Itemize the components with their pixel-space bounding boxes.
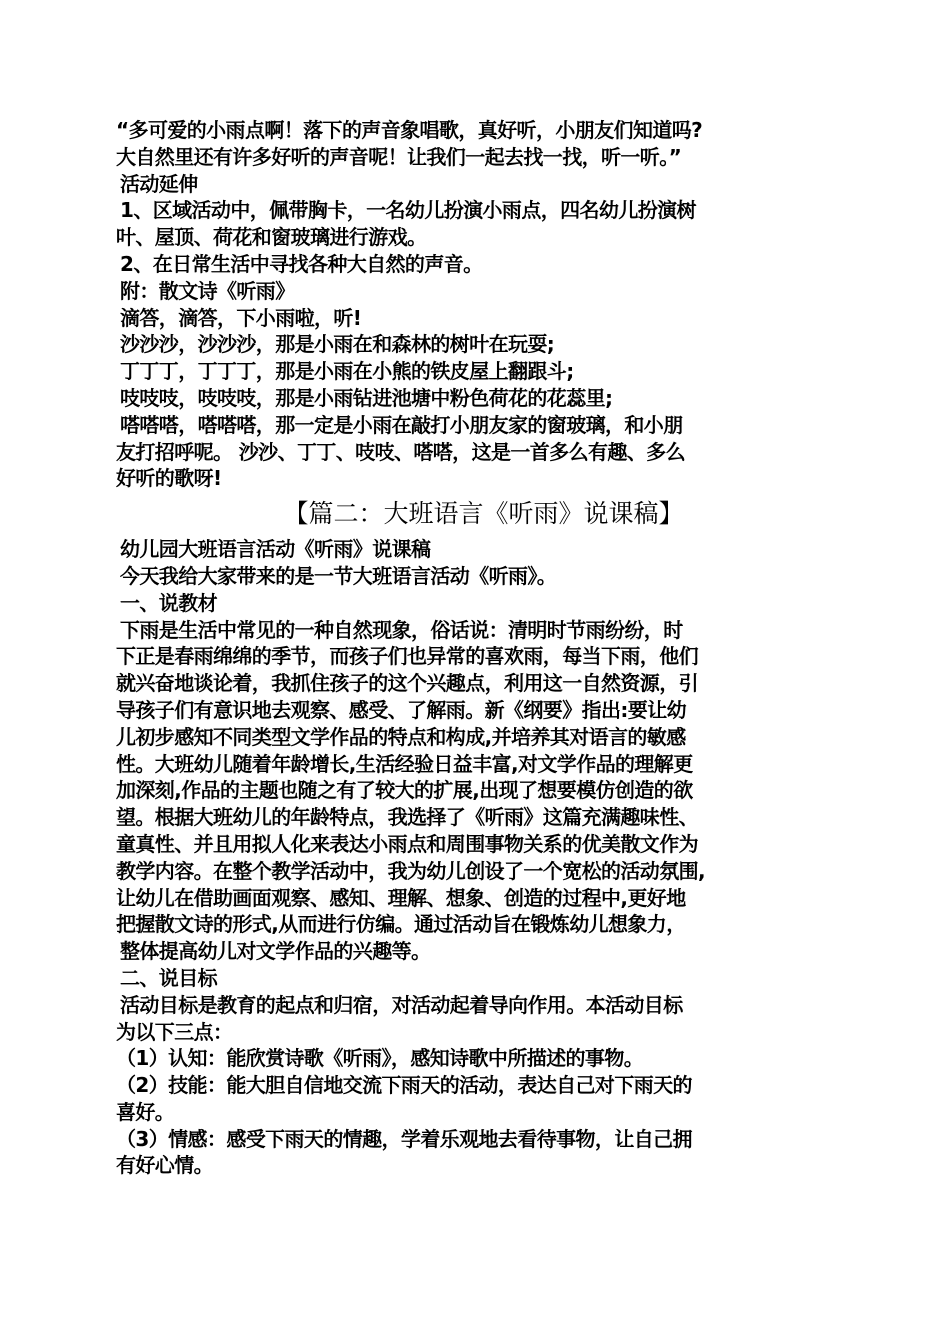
poem-line: 嗒嗒嗒，嗒嗒嗒，那一定是小雨在敲打小朋友家的窗玻璃，和小朋 (120, 412, 683, 437)
part1-line: 让幼儿在借助画面观察、感知、理解、想象、创造的过程中,更好地 (116, 885, 686, 910)
document-title: 幼儿园大班语言活动《听雨》说课稿 (120, 537, 431, 562)
poem-line: 吱吱吱，吱吱吱，那是小雨钻进池塘中粉色荷花的花蕊里; (120, 385, 613, 410)
goal-2-line-1: （2）技能：能大胆自信地交流下雨天的活动，表达自己对下雨天的 (116, 1073, 692, 1098)
part2-intro-line-1: 活动目标是教育的起点和归宿，对活动起着导向作用。本活动目标 (120, 992, 683, 1017)
part1-title: 一、说教材 (120, 590, 217, 615)
appendix-title: 附：散文诗《听雨》 (120, 278, 295, 303)
goal-3-line-2: 有好心情。 (116, 1153, 213, 1178)
part1-line: 下雨是生活中常见的一种自然现象，俗话说：清明时节雨纷纷，时 (120, 617, 683, 642)
part1-line: 把握散文诗的形式,从而进行仿编。通过活动旨在锻炼幼儿想象力， (116, 912, 686, 937)
poem-line: 好听的歌呀! (116, 466, 222, 491)
part1-line: 教学内容。在整个教学活动中，我为幼儿创设了一个宽松的活动氛围, (116, 858, 705, 883)
poem-line: 友打招呼呢。 沙沙、丁丁、吱吱、嗒嗒，这是一首多么有趣、多么 (116, 439, 685, 464)
part1-line: 望。根据大班幼儿的年龄特点，我选择了《听雨》这篇充满趣味性、 (116, 805, 698, 830)
extension-item-1-line-2: 叶、屋顶、荷花和窗玻璃进行游戏。 (116, 225, 427, 250)
goal-2-line-2: 喜好。 (116, 1099, 175, 1124)
extension-title: 活动延伸 (120, 171, 198, 196)
part1-line: 童真性、并且用拟人化来表达小雨点和周围事物关系的优美散文作为 (116, 831, 698, 856)
quote-line-1: “多可爱的小雨点啊！落下的声音象唱歌，真好听，小朋友们知道吗? (116, 118, 703, 142)
part2-title: 二、说目标 (120, 965, 217, 990)
extension-item-1-line-1: 1、区域活动中，佩带胸卡，一名幼儿扮演小雨点，四名幼儿扮演树 (120, 198, 696, 223)
goal-3-line-1: （3）情感：感受下雨天的情趣，学着乐观地去看待事物，让自己拥 (116, 1126, 692, 1151)
document-body (116, 117, 851, 1179)
intro-text: 今天我给大家带来的是一节大班语言活动《听雨》。 (120, 563, 557, 588)
goal-1: （1）认知：能欣赏诗歌《听雨》，感知诗歌中所描述的事物。 (116, 1046, 644, 1071)
part1-line: 儿初步感知不同类型文学作品的特点和构成,并培养其对语言的敏感 (116, 724, 686, 749)
part1-line: 性。大班幼儿随着年龄增长,生活经验日益丰富,对文学作品的理解更 (116, 751, 693, 776)
part1-line: 导孩子们有意识地去观察、感受、了解雨。新《纲要》指出:要让幼 (116, 697, 686, 722)
part2-intro-line-2: 为以下三点： (116, 1019, 233, 1044)
poem-line: 滴答，滴答，下小雨啦，听! (120, 305, 362, 330)
part1-line: 整体提高幼儿对文学作品的兴趣等。 (120, 939, 431, 964)
part1-line: 加深刻,作品的主题也随之有了较大的扩展,出现了想要模仿创造的欲 (116, 778, 693, 803)
part1-line: 就兴奋地谈论着，我抓住孩子的这个兴趣点，利用这一自然资源，引 (116, 671, 698, 696)
extension-item-2: 2、在日常生活中寻找各种大自然的声音。 (120, 251, 483, 276)
poem-line: 丁丁丁，丁丁丁，那是小雨在小熊的铁皮屋上翻跟斗; (120, 359, 574, 384)
part1-line: 下正是春雨绵绵的季节，而孩子们也异常的喜欢雨，每当下雨，他们 (116, 644, 698, 669)
quote-line-2: 大自然里还有许多好听的声音呢！让我们一起去找一找，听一听。” (116, 144, 682, 169)
section-heading: 【篇二：大班语言《听雨》说课稿】 (283, 499, 684, 529)
poem-line: 沙沙沙，沙沙沙，那是小雨在和森林的树叶在玩耍; (120, 332, 555, 357)
